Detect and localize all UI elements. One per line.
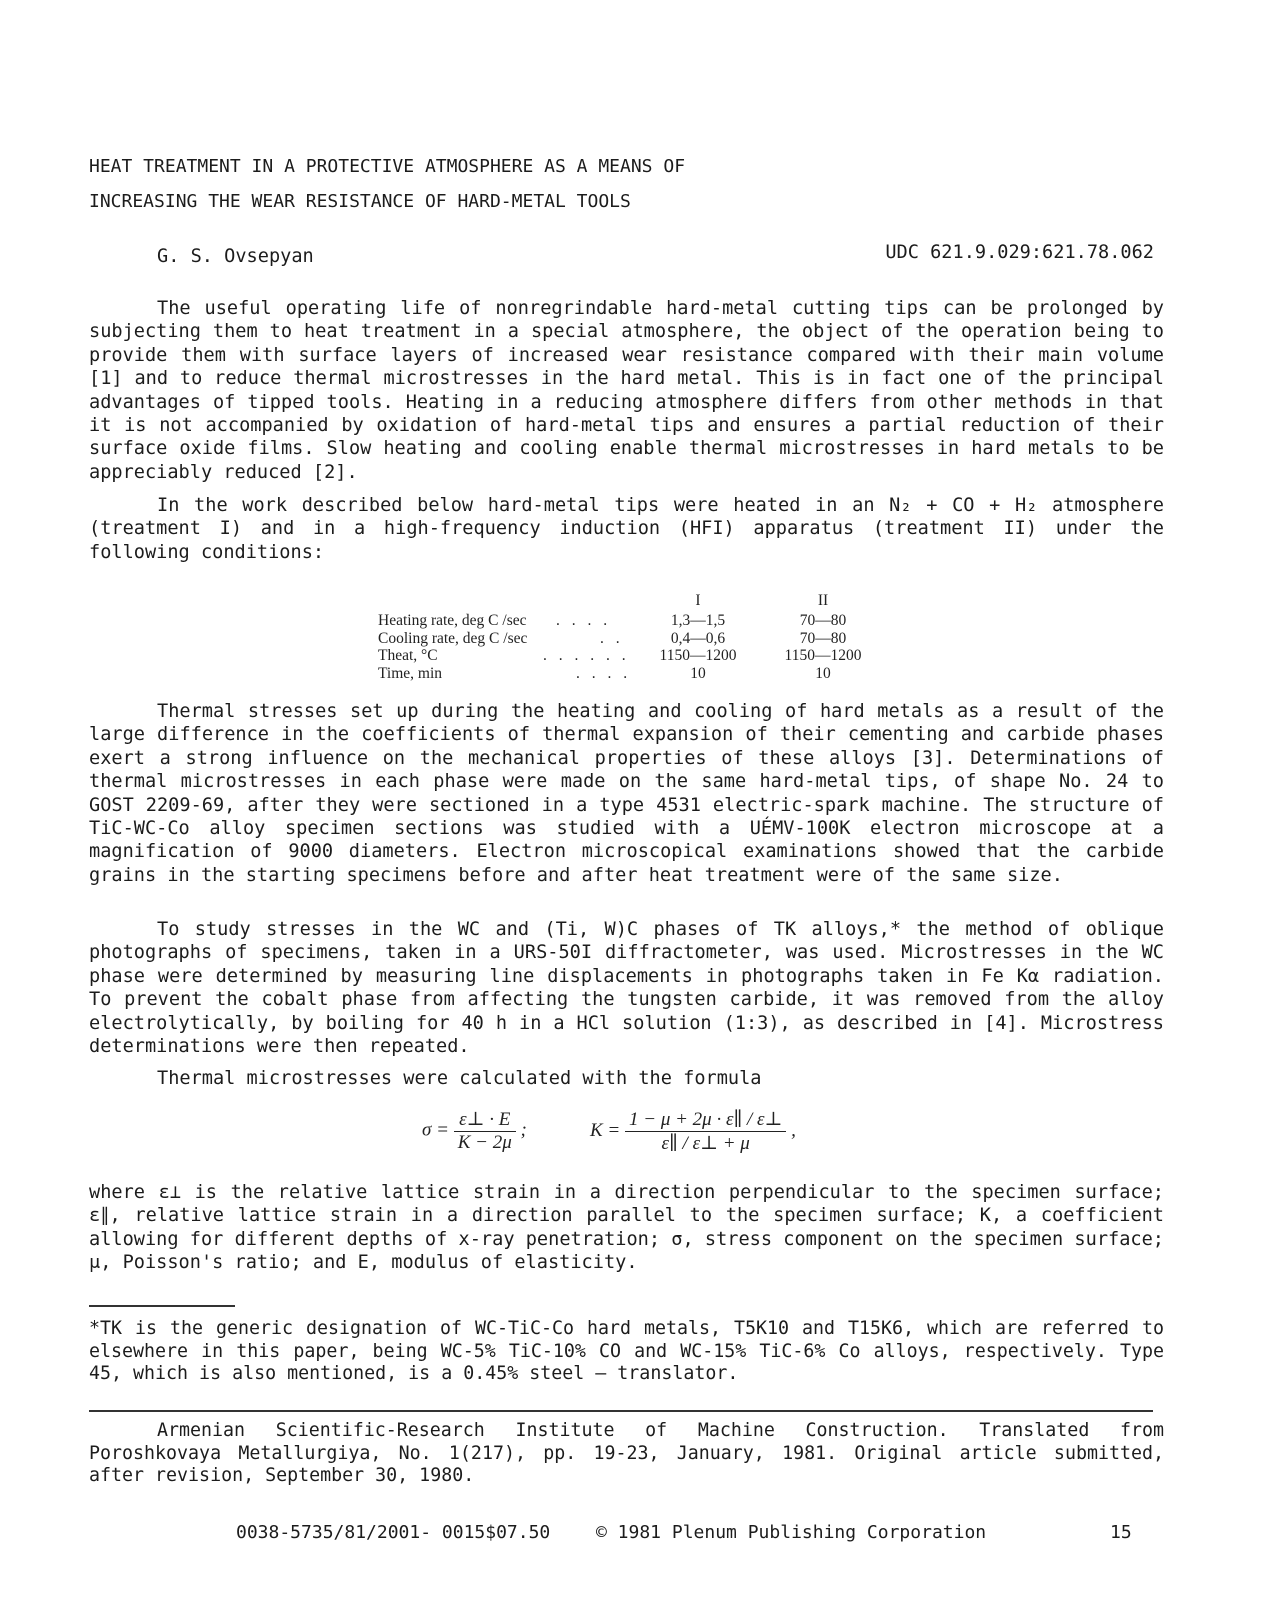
paragraph-intro: The useful operating life of nonregrindable hard-metal cutting tips can be prolonged by subjecting them to heat treatment in a special atmosphere, the object of the operation being to provide them with surface layers of increased wear resistance compared with their main volume [1] and to reduce thermal microstresses in the hard metal. This is in fact one of the principal advantages of tipped tools. Heating in a reducing atmosphere differs from other methods in that it is not accompanied by oxidation of hard-metal tips and ensures a partial reduction of their surface oxide films. Slow heating and cooling enable thermal microstresses in hard metals to be appreciably reduced [2]. <box>89 298 1164 483</box>
title-line-2: INCREASING THE WEAR RESISTANCE OF HARD-METAL TOOLS <box>89 191 631 212</box>
footnote: *TK is the generic designation of WC-TiC-Co hard metals, T5K10 and T15K6, which are referred to elsewhere in this paper, being WC-5% TiC-10% CO and WC-15% TiC-6% Co alloys, respectively. Type 45, which is also mentioned, is a 0.45% steel — translator. <box>89 1318 1164 1384</box>
author-name: G. S. Ovsepyan <box>157 246 314 267</box>
paragraph-conditions: In the work described below hard-metal tips were heated in an N₂ + CO + H₂ atmosphere (treatment I) and in a high-frequency induction (HFI) apparatus (treatment II) under the following conditions: <box>89 495 1164 563</box>
table-col-header-2: II <box>817 592 829 609</box>
table-col-header-1: I <box>695 592 701 609</box>
copyright: © 1981 Plenum Publishing Corporation <box>596 1522 987 1543</box>
formula-k-numerator: 1 − μ + 2μ · ε∥ / ε⊥ <box>625 1108 786 1132</box>
paragraph-symbol-definitions: where ε⊥ is the relative lattice strain in a direction perpendicular to the specimen surface; ε∥, relative lattice strain in a direction parallel to the specimen surface; K, a coefficient allowing for different depths of x-ray penetration; σ, stress component on the specimen surface; μ, Poisson's ratio; and E, modulus of elasticity. <box>89 1182 1164 1274</box>
affiliation-divider <box>89 1410 1153 1412</box>
paragraph-stress-method: To study stresses in the WC and (Ti, W)C phases of TK alloys,* the method of oblique photographs of specimens, taken in a URS-50I diffractometer, was used. Microstresses in the WC phase were determined by measuring line displacements in photographs taken in Fe Kα radiation. To prevent the cobalt phase from affecting the tungsten carbide, it was removed from the alloy electrolytically, by boiling for 40 h in a HCl solution (1:3), as described in [4]. Microstress determinations were then repeated. <box>89 919 1164 1058</box>
formula-k: K = $\frac{1 - \mu + 2\mu \cdot \varepsilon\parallel / \varepsilon\perp}{\varepsilon\parallel / \varepsilon\perp + \mu}$ , <box>590 1109 796 1154</box>
journal-code: 0038-5735/81/2001- 0015$07.50 <box>236 1522 551 1543</box>
formula-sigma: σ = $\frac{\varepsilon\perp \cdot E}{K - 2\mu}$ ; <box>422 1109 527 1153</box>
title-line-1: HEAT TREATMENT IN A PROTECTIVE ATMOSPHERE AS A MEANS OF <box>89 156 686 177</box>
formula-sigma-numerator: ε⊥ · E <box>454 1108 516 1132</box>
formula-k-denominator: ε∥ / ε⊥ + μ <box>661 1133 750 1154</box>
paragraph-thermal-stresses: Thermal stresses set up during the heating and cooling of hard metals as a result of the large difference in the coefficients of thermal expansion of their cementing and carbide phases exert a strong influence on the mechanical properties of these alloys [3]. Determinations of thermal microstresses in each phase were made on the same hard-metal tips, of shape No. 24 to GOST 2209-69, after they were sectioned in a type 4531 electric-spark machine. The structure of TiC-WC-Co alloy specimen sections was studied with a UÉMV-100K electron microscope at a magnification of 9000 diameters. Electron microscopical examinations showed that the carbide grains in the starting specimens before and after heat treatment were of the same size. <box>89 701 1164 886</box>
formula-sigma-denominator: K − 2μ <box>457 1132 512 1153</box>
paragraph-formula-intro: Thermal microstresses were calculated with the formula <box>157 1068 762 1089</box>
page-number: 15 <box>1110 1522 1132 1543</box>
footnote-divider <box>89 1305 235 1307</box>
article-title <box>89 149 685 219</box>
affiliation-note: Armenian Scientific-Research Institute of Machine Construction. Translated from Poroshkovaya Metallurgiya, No. 1(217), pp. 19-23, January, 1981. Original article submitted, after revision, September 30, 1980. <box>89 1420 1164 1486</box>
udc-code: UDC 621.9.029:621.78.062 <box>885 242 1154 263</box>
